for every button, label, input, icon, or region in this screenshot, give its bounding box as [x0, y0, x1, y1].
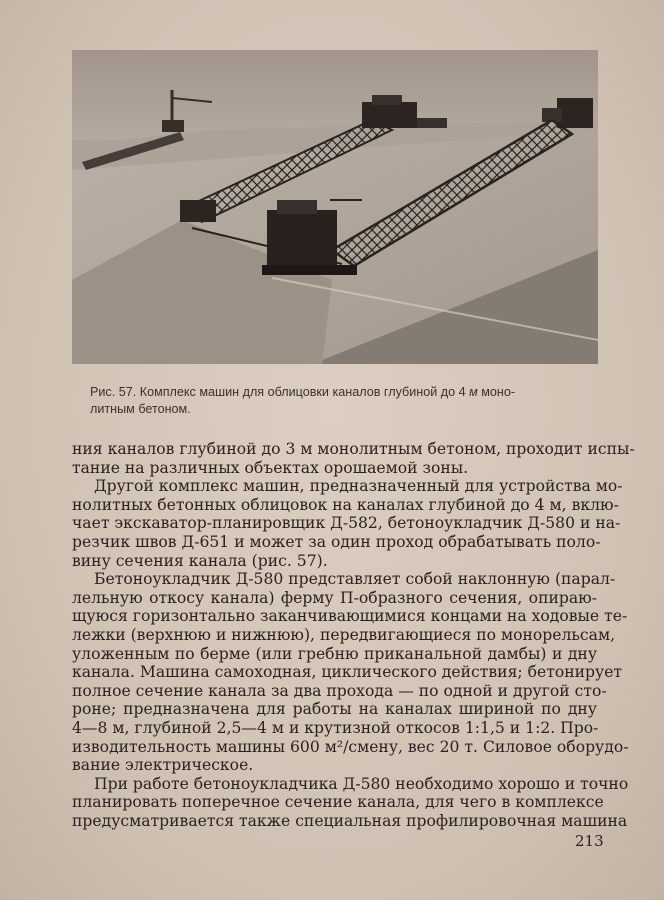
p3-line-9: 4—8 м, глубиной 2,5—4 м и крутизной откосов 1:1,5 и 1:2. Про-: [72, 718, 599, 737]
p3-line-2: лельную откосу канала) ферму П-образного сечения, опираю-: [72, 588, 597, 607]
caption-suffix: моно-: [477, 385, 516, 399]
figure-photo: [72, 50, 598, 364]
body-text: [72, 440, 635, 830]
p4-line-1: При работе бетоноукладчика Д-580 необходимо хорошо и точно: [94, 774, 629, 793]
canal-machines-illustration: [72, 50, 598, 364]
p3-line-10: изводительность машины 600 м²/смену, вес 20 т. Силовое оборудо-: [72, 737, 629, 756]
p3-line-7: полное сечение канала за два прохода — по одной и другой сто-: [72, 681, 607, 700]
caption-prefix: Рис. 57. Комплекс машин для облицовки каналов глубиной до 4: [90, 385, 470, 399]
p2-line-1: Другой комплекс машин, предназначенный для устройства мо-: [94, 477, 623, 496]
p3-line-11: вание электрическое.: [72, 756, 254, 775]
p3-line-1: Бетоноукладчик Д-580 представляет собой наклонную (парал-: [94, 570, 616, 589]
p1-line-1: ния каналов глубиной до 3 м монолитным бетоном, проходит испы-: [72, 440, 635, 458]
p3-line-4: лежки (верхнюю и нижнюю), передвигающиеся по монорельсам,: [72, 625, 616, 644]
p2-line-4: резчик швов Д-651 и может за один проход обрабатывать поло-: [72, 532, 601, 551]
p3-line-3: щуюся горизонтально заканчивающимися концами на ходовые те-: [72, 607, 628, 626]
figure-caption: [90, 384, 590, 418]
caption-unit: м: [469, 385, 478, 399]
p4-line-2: планировать поперечное сечение канала, для чего в комплексе: [72, 793, 604, 812]
p3-line-5: уложенным по берме (или гребню приканальной дамбы) и дну: [72, 644, 597, 663]
p2-line-3: чает экскаватор-планировщик Д-582, бетоноукладчик Д-580 и на-: [72, 514, 621, 533]
p2-line-5: вину сечения канала (рис. 57).: [72, 551, 328, 570]
page-number: 213: [575, 832, 604, 850]
p2-line-2: нолитных бетонных облицовок на каналах глубиной до 4 м, вклю-: [72, 495, 619, 514]
p1-line-2: тание на различных объектах орошаемой зоны.: [72, 458, 469, 477]
p3-line-8: роне; предназначена для работы на каналах шириной по дну: [72, 700, 597, 719]
p4-line-3: предусматривается также специальная профилировочная машина: [72, 811, 628, 830]
caption-line-2: литным бетоном.: [90, 402, 191, 416]
p3-line-6: канала. Машина самоходная, циклического действия; бетонирует: [72, 663, 623, 682]
